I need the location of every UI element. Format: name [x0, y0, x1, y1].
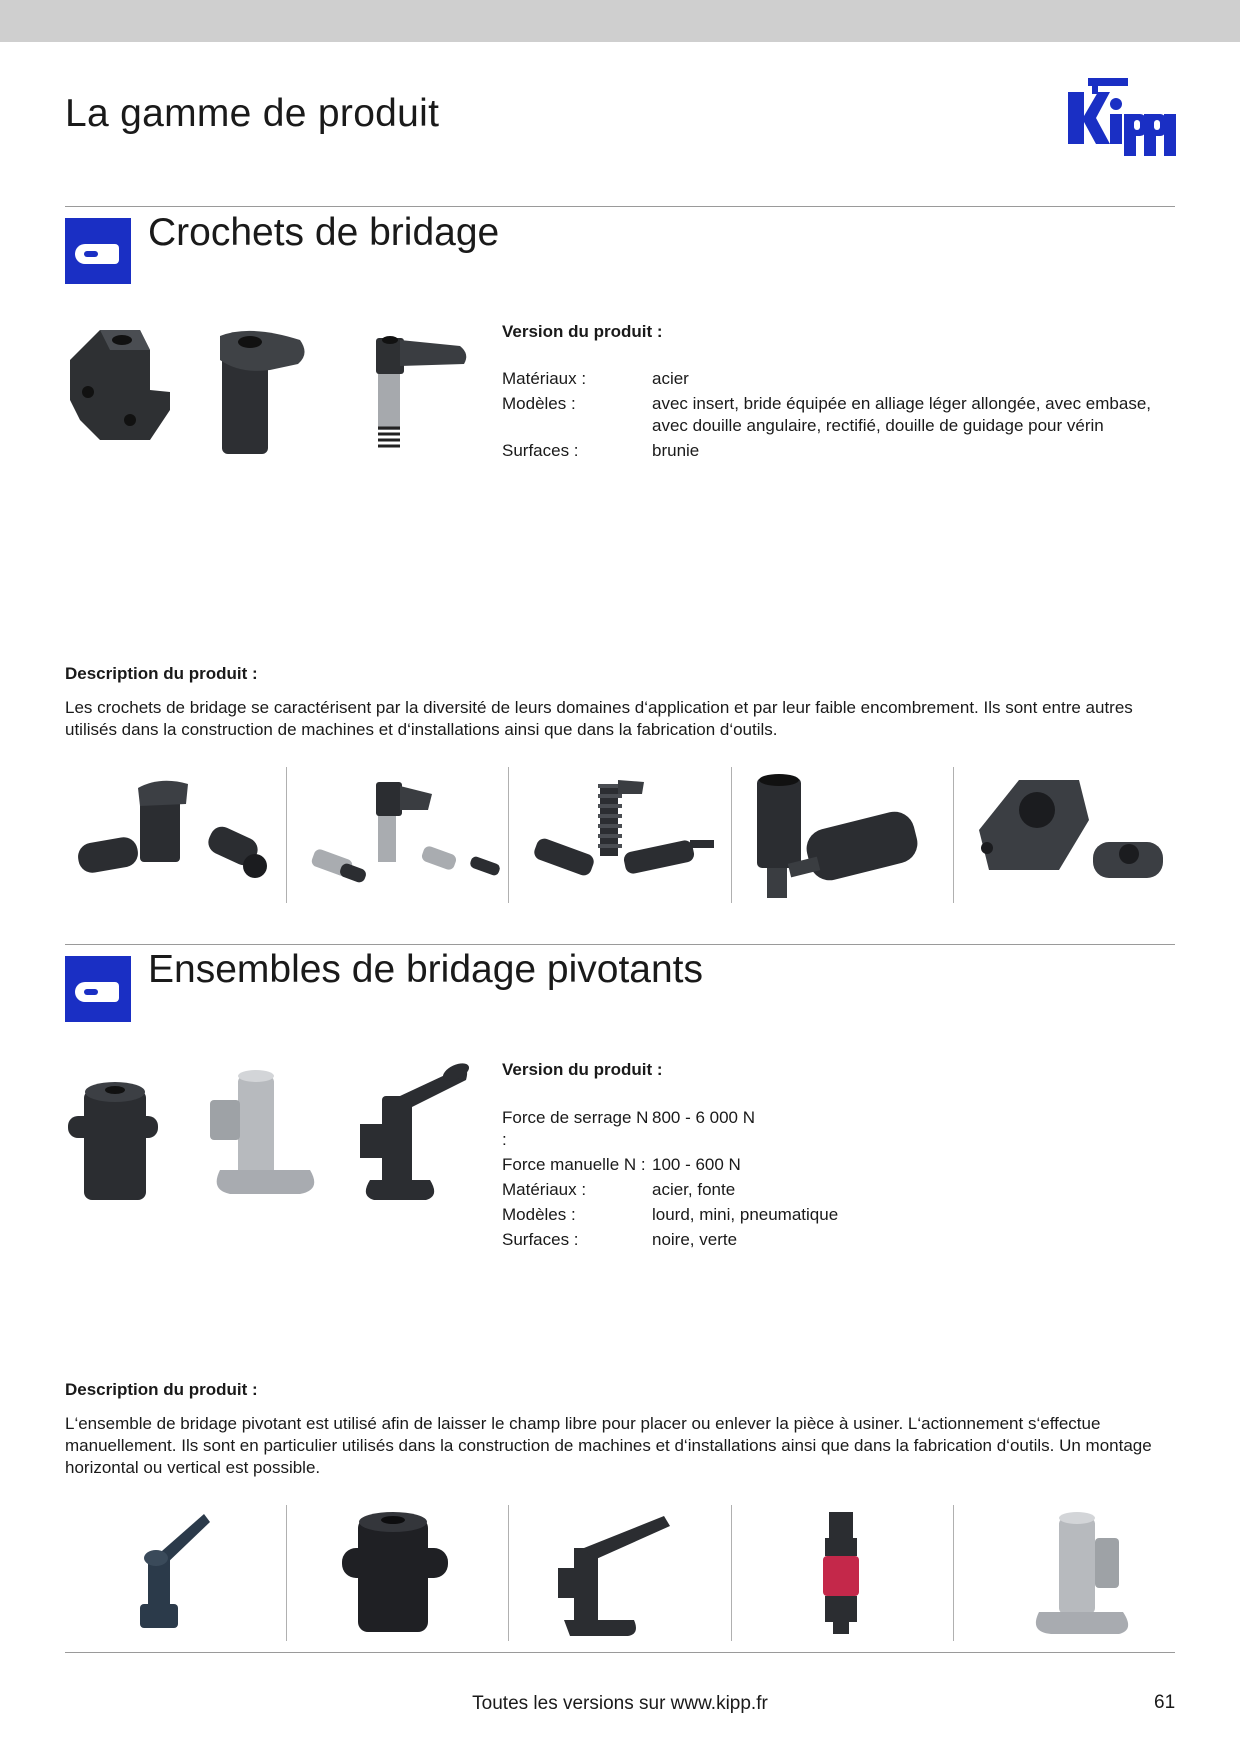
section-divider [65, 944, 1175, 945]
spec-label: Modèles : [502, 1205, 576, 1224]
product-images-crochets [60, 320, 480, 460]
strip-image-hooks-springs [287, 767, 508, 903]
footer-divider [65, 1652, 1175, 1653]
footer-website-link[interactable]: Toutes les versions sur www.kipp.fr [472, 1693, 768, 1714]
product-image-block-hook [70, 330, 170, 440]
description-heading: Description du produit : [65, 1380, 258, 1399]
product-image-hook-with-spring [376, 336, 466, 446]
strip-image-hooks-springs-black [509, 767, 730, 903]
spec-label: Matériaux : [502, 1180, 587, 1199]
spec-label: Surfaces : [502, 441, 579, 460]
spec-label: Force de serrage N : [502, 1108, 649, 1149]
strip-image-round-block [287, 1505, 508, 1641]
description-heading: Description du produit : [65, 664, 258, 683]
spec-value: acier [652, 369, 689, 388]
spec-value: avec insert, bride équipée en alliage léger allongée, avec embase, avec douille angulaire, rectifié, douille de guidage pour vérin [652, 394, 1151, 435]
swing-clamp-icon [65, 956, 131, 1022]
product-image-lever-clamp [360, 1060, 472, 1200]
description-text: Les crochets de bridage se caractérisent par la diversité de leurs domaines d‘application et par leur faible encombrement. Ils sont entre autres utilisés dans la construction de machines et d‘installations ainsi que dans la fabrication d‘outils. [65, 698, 1133, 739]
spec-table-ensembles [502, 1107, 1162, 1254]
strip-image-hooks-set [65, 767, 286, 903]
version-heading: Version du produit : [502, 1060, 663, 1079]
kipp-logo [1062, 74, 1182, 164]
spec-row [502, 1154, 1162, 1176]
product-image-black-cylinder [68, 1082, 158, 1200]
strip-image-lever-vertical [65, 1505, 286, 1641]
strip-image-guide-sleeves [732, 767, 953, 903]
description-text: L‘ensemble de bridage pivotant est utilisé afin de laisser le champ libre pour placer ou enlever la pièce à usiner. L‘actionnement s‘effectue manuellement. Ils sont en particulier utilisés dans la construction de machines et d‘installations ainsi que dans la fabrication d‘outils. Un montage horizontal ou vertical est possible. [65, 1414, 1152, 1477]
spec-label: Matériaux : [502, 369, 587, 388]
strip-image-lever-angled [509, 1505, 730, 1641]
spec-row [502, 1107, 1162, 1151]
spec-value: brunie [652, 441, 700, 460]
spec-value: noire, verte [652, 1230, 738, 1249]
spec-row [502, 1229, 1162, 1251]
product-images-ensembles [60, 1060, 480, 1210]
version-heading: Version du produit : [502, 322, 663, 341]
page-title: La gamme de produit [65, 92, 440, 135]
top-band [0, 0, 1240, 42]
strip-image-pneumatic-red [732, 1505, 953, 1641]
spec-row [502, 368, 1162, 390]
spec-table-crochets [502, 368, 1162, 465]
product-image-angled-sleeve [220, 331, 305, 454]
spec-value: 800 - 6 000 N [652, 1108, 756, 1127]
product-strip-crochets [65, 767, 1175, 903]
spec-row [502, 1179, 1162, 1201]
page-number: 61 [1154, 1692, 1176, 1713]
spec-value: 100 - 600 N [652, 1155, 741, 1174]
section-title-crochets: Crochets de bridage [148, 211, 500, 254]
spec-row [502, 1204, 1162, 1226]
spec-row [502, 393, 1162, 437]
product-image-steel-clamp [210, 1070, 314, 1194]
clamping-hook-icon [65, 218, 131, 284]
spec-row [502, 440, 1162, 462]
strip-image-flange-blocks [954, 767, 1175, 903]
spec-label: Surfaces : [502, 1230, 579, 1249]
strip-image-steel-swing [954, 1505, 1175, 1641]
spec-value: acier, fonte [652, 1180, 736, 1199]
spec-value: lourd, mini, pneumatique [652, 1205, 839, 1224]
spec-label: Modèles : [502, 394, 576, 413]
section-divider [65, 206, 1175, 207]
spec-label: Force manuelle N : [502, 1155, 646, 1174]
section-title-ensembles: Ensembles de bridage pivotants [148, 948, 704, 991]
product-strip-ensembles [65, 1505, 1175, 1641]
